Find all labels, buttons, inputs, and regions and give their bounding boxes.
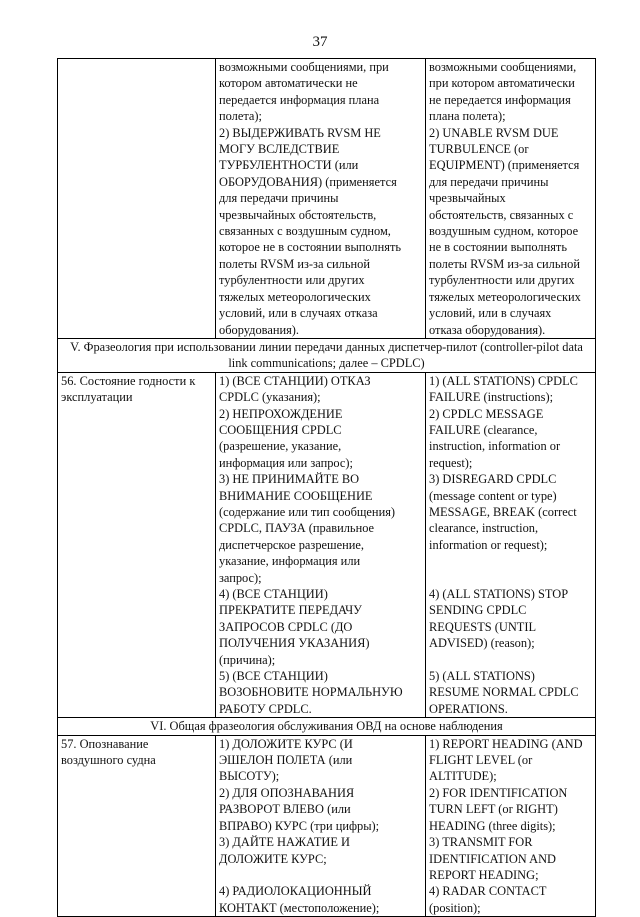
text-line: отказа оборудования).: [429, 322, 546, 337]
text-line: ВЫСОТУ);: [219, 769, 280, 784]
text-line: плана полета);: [429, 109, 506, 124]
text-line: (содержание или тип сообщения): [219, 504, 396, 519]
text-line: 1) REPORT HEADING (AND: [429, 736, 583, 751]
text-line: информация или запрос);: [219, 455, 353, 470]
text-line: 1) ДОЛОЖИТЕ КУРС (И: [219, 736, 353, 751]
text-line: [429, 553, 592, 569]
text-line: 2) FOR IDENTIFICATION: [429, 785, 568, 800]
section-heading-line: VI. Общая фразеология обслуживания ОВД на основе наблюдения: [150, 719, 503, 734]
text-line: ВНИМАНИЕ СООБЩЕНИЕ: [219, 488, 373, 503]
text-line: полеты RVSM из-за сильной: [429, 256, 580, 271]
text-line: связанных с воздушным судном,: [219, 224, 391, 239]
text-line: FLIGHT LEVEL (or: [429, 753, 533, 768]
page-number: 37: [312, 34, 328, 50]
text-line: TURN LEFT (or RIGHT): [429, 802, 558, 817]
text-line: request);: [429, 455, 473, 470]
text-line: 1) (ВСЕ СТАНЦИИ) ОТКАЗ: [219, 373, 371, 388]
text-line: СООБЩЕНИЯ CPDLC: [219, 422, 342, 437]
text-line: ПОЛУЧЕНИЯ УКАЗАНИЯ): [219, 636, 370, 651]
text-line: [219, 867, 422, 883]
text-line: ВПРАВО) КУРС (три цифры);: [219, 818, 380, 833]
text-line: полеты RVSM из-за сильной: [219, 256, 370, 271]
english-phrase-cell: [426, 735, 596, 916]
text-line: (причина);: [219, 652, 276, 667]
text-line: РАЗВОРОТ ВЛЕВО (или: [219, 802, 351, 817]
english-phrase-cell: [426, 59, 596, 339]
text-line: CPDLC, ПАУЗА (правильное: [219, 521, 375, 536]
text-line: РАБОТУ CPDLC.: [219, 701, 312, 716]
text-line: возможными сообщениями,: [429, 60, 577, 74]
text-line: 57. Опознавание: [61, 736, 149, 751]
text-line: ПРЕКРАТИТЕ ПЕРЕДАЧУ: [219, 603, 362, 618]
text-line: ЗАПРОСОВ CPDLC (ДО: [219, 619, 353, 634]
text-line: MESSAGE, BREAK (correct: [429, 504, 577, 519]
text-line: [429, 570, 592, 586]
text-line: 3) НЕ ПРИНИМАЙТЕ ВО: [219, 472, 360, 487]
text-line: ЭШЕЛОН ПОЛЕТА (или: [219, 753, 353, 768]
text-line: information or request);: [429, 537, 548, 552]
text-line: ТУРБУЛЕНТНОСТИ (или: [219, 158, 359, 173]
text-line: условий, или в случаях: [429, 306, 552, 321]
table-row-item-57: [58, 735, 596, 916]
text-line: 4) РАДИОЛОКАЦИОННЫЙ: [219, 884, 372, 899]
text-line: [429, 652, 592, 668]
text-line: REPORT HEADING;: [429, 867, 539, 882]
text-line: условий, или в случаях отказа: [219, 306, 378, 321]
text-line: REQUESTS (UNTIL: [429, 619, 537, 634]
table-row-continuation: [58, 59, 596, 339]
text-line: запрос);: [219, 570, 262, 585]
text-line: EQUIPMENT) (применяется: [429, 158, 580, 173]
text-line: SENDING CPDLC: [429, 603, 527, 618]
section-heading-line: link communications; далее – CPDLC): [228, 356, 425, 371]
text-line: не в состоянии выполнять: [429, 240, 567, 255]
text-line: турбулентности или других: [219, 273, 365, 288]
section-heading-vi: [58, 718, 596, 735]
russian-phrase-cell: [216, 735, 426, 916]
text-line: ADVISED) (reason);: [429, 636, 535, 651]
text-line: 2) ВЫДЕРЖИВАТЬ RVSM НЕ: [219, 125, 381, 140]
text-line: 4) (ALL STATIONS) STOP: [429, 586, 569, 601]
text-line: обстоятельств, связанных с: [429, 207, 574, 222]
text-line: CPDLC (указания);: [219, 390, 321, 405]
text-line: 56. Состояние годности к: [61, 373, 196, 388]
text-line: не передается информация: [429, 92, 571, 107]
subject-cell: [58, 372, 216, 718]
text-line: возможными сообщениями, при: [219, 60, 389, 74]
text-line: ВОЗОБНОВИТЕ НОРМАЛЬНУЮ: [219, 685, 403, 700]
text-line: для передачи причины: [219, 191, 339, 206]
text-line: полета);: [219, 109, 262, 124]
text-line: (position);: [429, 900, 481, 915]
text-line: RESUME NORMAL CPDLC: [429, 685, 579, 700]
text-line: воздушного судна: [61, 753, 156, 768]
english-phrase-cell: [426, 372, 596, 718]
text-line: чрезвычайных обстоятельств,: [219, 207, 377, 222]
text-line: оборудования).: [219, 322, 300, 337]
text-line: для передачи причины: [429, 174, 549, 189]
text-line: МОГУ ВСЛЕДСТВИЕ: [219, 142, 340, 157]
text-line: чрезвычайных: [429, 191, 506, 206]
text-line: воздушным судном, которое: [429, 224, 579, 239]
text-line: 3) ДАЙТЕ НАЖАТИЕ И: [219, 835, 350, 850]
text-line: 2) НЕПРОХОЖДЕНИЕ: [219, 406, 343, 421]
text-line: ALTITUDE);: [429, 769, 497, 784]
text-line: 3) TRANSMIT FOR: [429, 835, 533, 850]
text-line: 4) (ВСЕ СТАНЦИИ): [219, 587, 328, 601]
text-line: передается информация плана: [219, 92, 380, 107]
text-line: HEADING (three digits);: [429, 818, 556, 833]
text-line: 2) UNABLE RVSM DUE: [429, 125, 559, 140]
section-heading-line: V. Фразеология при использовании линии передачи данных диспетчер-пилот (controller-pilot data: [70, 339, 583, 354]
text-line: эксплуатации: [61, 390, 133, 405]
text-line: clearance, instruction,: [429, 521, 539, 536]
table-row-item-56: [58, 372, 596, 718]
text-line: ДОЛОЖИТЕ КУРС;: [219, 851, 327, 866]
text-line: КОНТАКТ (местоположение);: [219, 900, 380, 915]
text-line: котором автоматически не: [219, 76, 358, 91]
text-line: 3) DISREGARD CPDLC: [429, 472, 557, 487]
text-line: диспетчерское разрешение,: [219, 537, 364, 552]
text-line: OPERATIONS.: [429, 701, 508, 716]
text-line: ОБОРУДОВАНИЯ) (применяется: [219, 174, 397, 189]
text-line: FAILURE (instructions);: [429, 390, 554, 405]
section-heading-row-v: [58, 338, 596, 372]
text-line: указание, информация или: [219, 554, 361, 569]
text-line: тяжелых метеорологических: [429, 289, 581, 304]
text-line: FAILURE (clearance,: [429, 422, 538, 437]
text-line: TURBULENCE (or: [429, 142, 529, 157]
section-heading-v: [58, 338, 596, 372]
text-line: турбулентности или других: [429, 273, 575, 288]
russian-phrase-cell: [216, 372, 426, 718]
text-line: instruction, information or: [429, 439, 561, 454]
text-line: при котором автоматически: [429, 76, 575, 91]
phraseology-table: [57, 58, 596, 917]
text-line: 5) (ВСЕ СТАНЦИИ): [219, 669, 328, 684]
text-line: тяжелых метеорологических: [219, 289, 371, 304]
section-heading-row-vi: [58, 718, 596, 735]
text-line: IDENTIFICATION AND: [429, 851, 556, 866]
text-line: 2) ДЛЯ ОПОЗНАВАНИЯ: [219, 785, 355, 800]
text-line: 4) RADAR CONTACT: [429, 884, 547, 899]
text-line: (message content or type): [429, 488, 557, 503]
text-line: 5) (ALL STATIONS): [429, 668, 535, 683]
text-line: 1) (ALL STATIONS) CPDLC: [429, 373, 578, 388]
text-line: (разрешение, указание,: [219, 439, 342, 454]
text-line: которое не в состоянии выполнять: [219, 240, 402, 255]
subject-cell: [58, 735, 216, 916]
russian-phrase-cell: [216, 59, 426, 339]
subject-cell: [58, 59, 216, 339]
text-line: 2) CPDLC MESSAGE: [429, 406, 544, 421]
